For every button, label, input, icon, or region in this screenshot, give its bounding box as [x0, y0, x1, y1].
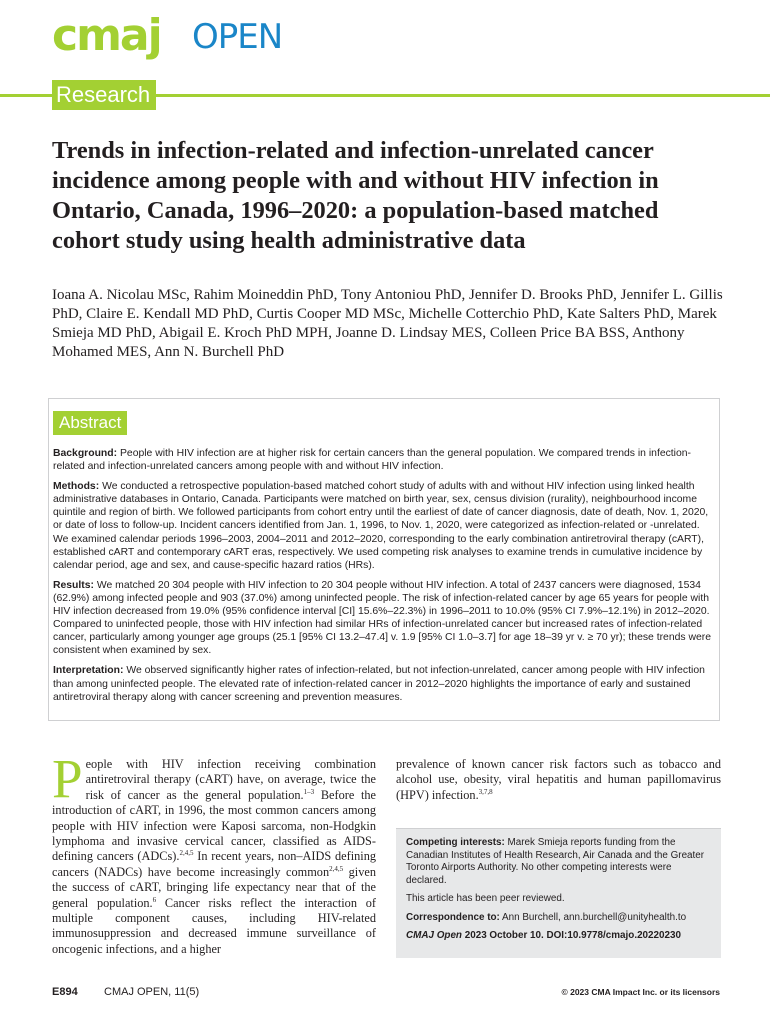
abstract-body: [53, 447, 713, 711]
logo-cmaj: cmaj: [52, 10, 161, 61]
citation-ref: 6: [152, 895, 157, 904]
interpretation-label: Interpretation:: [53, 665, 124, 677]
citation-text: 2023 October 10. DOI:10.9778/cmajo.20220230: [461, 930, 682, 941]
correspondence-label: Correspondence to:: [406, 911, 500, 923]
article-info-box: [396, 828, 721, 958]
competing-text: Marek Smieja reports funding from the Canadian Institutes of Health Research, Air Canada and the Greater Toronto Airports Authority. No other competing interests were declared.: [406, 837, 705, 886]
citation-journal: CMAJ Open: [406, 930, 462, 941]
abstract-methods: [53, 480, 713, 572]
interpretation-text: We observed significantly higher rates of infection-related, but not infection-unrelated, cancer among people with HIV infection than among uninfected people. The elevated rate of infection-related cancer in 2012–2020 highlights the importance of early and sustained antiretroviral therapy along with cancer screening and prevention measures.: [53, 665, 705, 703]
results-text: We matched 20 304 people with HIV infection to 20 304 people without HIV infection. A total of 2437 cancers were diagnosed, 1534 (62.9%) among infected people and 903 (37.0%) among uninfected people. The risk of infection-related cancer by age 65 years for people with HIV infection decreased from 19.0% (95% confidence interval [CI] 15.6%–22.3%) in 1996–2011 to 10.0% (95% CI 7.9%–12.1%) in 2012–2020. Compared to uninfected people, those with HIV infection had similar HRs of infection-unrelated cancer but increased rates of infection-related cancer, particularly among younger age groups (25.1 [95% CI 13.2–47.4] v. 1.9 [95% CI 1.0–3.7] for age 18–39 yr v. ≥ 70 yr); these trends were consistent when examined by sex.: [53, 579, 711, 657]
body-text: Before the introduction of cART, in 1996, the most common cancers among people with HIV infection were Kaposi sarcoma, non-Hodgkin lymphoma and invasive cervical cancer, classified as AIDS-defining cancers (ADCs).: [52, 787, 376, 864]
correspondence: [406, 912, 711, 925]
body-text: In recent years, non–AIDS defining cancers (NADCs) have become increasingly common: [52, 849, 376, 879]
journal-issue: CMAJ OPEN, 11(5): [104, 986, 200, 998]
page-footer: [52, 986, 720, 1000]
article-title: Trends in infection-related and infection-unrelated cancer incidence among people with and without HIV infection in Ontario, Canada, 1996–2020: a population-based matched cohort study using health administrative data: [52, 137, 659, 254]
abstract-interpretation: [53, 664, 713, 703]
body-text: prevalence of known cancer risk factors such as tobacco and alcohol use, obesity, viral hepatitis and human papillomavirus (HPV) infection.: [396, 757, 721, 802]
body-text: Cancer risks reflect the interaction of multiple component causes, including HIV-related immunosuppression and decreased immune surveillance of oncogenic infections, and a higher: [52, 895, 376, 956]
author-list: Ioana A. Nicolau MSc, Rahim Moineddin PhD, Tony Antoniou PhD, Jennifer D. Brooks PhD, Jennifer L. Gillis PhD, Claire E. Kendall MD PhD, Curtis Cooper MD MSc, Michelle Cotterchio PhD, Kate Salters PhD, Marek Smieja MD PhD, Abigail E. Kroch PhD MPH, Joanne D. Lindsay MES, Colleen Price BA BSS, Anthony Mohamed MES, Ann N. Burchell PhD: [52, 287, 723, 360]
peer-review-note: This article has been peer reviewed.: [406, 893, 565, 904]
methods-text: We conducted a retrospective population-based matched cohort study of adults with and without HIV infection using linked health administrative databases in Ontario, Canada. Participants were matched on birth year, sex, census division (rurality), neighbourhood income quintile and region of birth. We followed participants from cohort entry until the earliest of date of cancer diagnosis, date of death, Nov. 1, 2020, or date of loss to follow-up. Incident cancers identified from Jan. 1, 1996, to Nov. 1, 2020, were categorized as infection-related or -unrelated. We examined calendar periods 1996–2003, 2004–2011 and 2012–2020, corresponding to the early combination antiretroviral therapy (cART), established cART and contemporary cART eras, respectively. We used competing risk analyses to examine trends in cumulative incidence by calendar period, age and sex, and cause-specific hazard ratios (HRs).: [53, 481, 709, 571]
competing-interests: [406, 837, 711, 887]
abstract-background: [53, 447, 713, 473]
background-label: Background:: [53, 448, 118, 459]
page-number: E894: [52, 986, 78, 998]
citation-ref: 2,4,5: [179, 849, 194, 858]
citation-ref: 1–3: [303, 787, 315, 796]
copyright: © 2023 CMA Impact Inc. or its licensors: [561, 987, 720, 997]
abstract-box: [48, 398, 720, 721]
methods-label: Methods:: [53, 481, 100, 493]
abstract-heading: Abstract: [53, 411, 127, 435]
section-bar: [0, 80, 770, 110]
competing-label: Competing interests:: [406, 837, 505, 848]
abstract-results: [53, 579, 713, 658]
background-text: People with HIV infection are at higher risk for certain cancers than the general population. We compared trends in infection-related and infection-unrelated cancers among people with and without HIV infection.: [53, 448, 692, 473]
correspondence-text: Ann Burchell, ann.burchell@unityhealth.to: [499, 911, 687, 923]
citation: [406, 930, 711, 943]
logo-open: OPEN: [192, 17, 283, 57]
body-text: given the success of cART, bringing life expectancy near that of the general population.: [52, 864, 376, 910]
section-label: Research: [52, 80, 156, 110]
body-column-right: [396, 757, 721, 803]
drop-cap: P: [52, 748, 83, 809]
citation-ref: 2,4,5: [329, 864, 344, 873]
results-label: Results:: [53, 579, 94, 591]
body-column-left: [52, 748, 376, 957]
citation-ref: 3,7,8: [478, 787, 493, 796]
body-text: eople with HIV infection receiving combination antiretroviral therapy (cART) have, on average, twice the risk of cancer as the general population.: [85, 757, 376, 802]
